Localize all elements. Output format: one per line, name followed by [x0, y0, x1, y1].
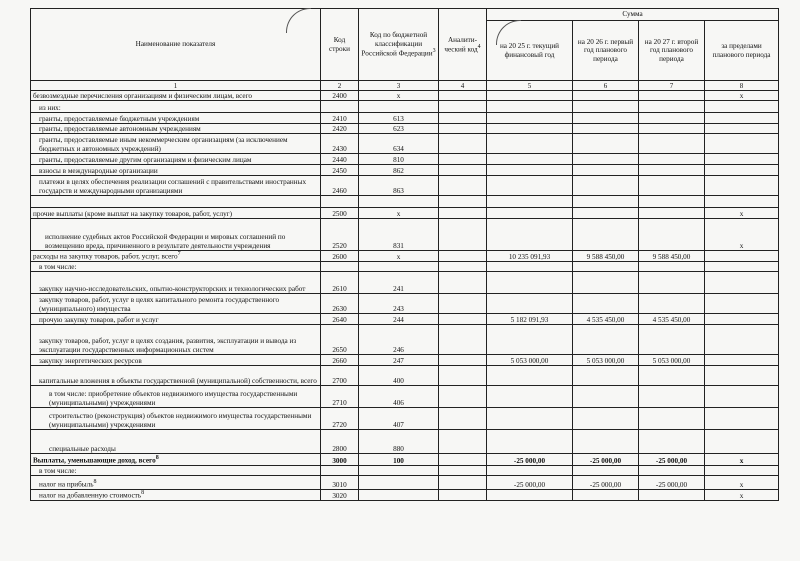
- row-code: 3000: [321, 454, 359, 466]
- row-sum-year-2: [573, 91, 639, 101]
- row-name: безвозмездные перечисления организациям и физическим лицам, всего: [31, 91, 321, 101]
- row-sum-year-3: [639, 430, 705, 454]
- row-analytic: [439, 272, 487, 294]
- row-sum-year-1: [487, 196, 573, 208]
- row-sum-year-1: [487, 219, 573, 251]
- row-sum-year-3: [639, 101, 705, 113]
- row-name: специальные расходы: [31, 430, 321, 454]
- row-sum-year-2: [573, 490, 639, 501]
- row-analytic: [439, 124, 487, 134]
- row-sum-year-3: [639, 154, 705, 165]
- row-sum-year-2: [573, 366, 639, 386]
- row-sum-year-1: [487, 408, 573, 430]
- row-kbk: 246: [359, 325, 439, 355]
- row-sum-year-2: -25 000,00: [573, 476, 639, 490]
- row-kbk: 634: [359, 134, 439, 154]
- row-sum-year-3: 4 535 450,00: [639, 314, 705, 325]
- row-sum-year-1: [487, 176, 573, 196]
- row-kbk: [359, 101, 439, 113]
- row-sum-year-2: [573, 134, 639, 154]
- col-number: 2: [321, 81, 359, 91]
- row-name: расходы на закупку товаров, работ, услуг, всего$^7$: [31, 251, 321, 262]
- row-sum-year-3: [639, 386, 705, 408]
- header-code-budget: Код по бюджетной классификации Российской Федерации$^3$: [359, 9, 439, 81]
- row-sum-year-1: [487, 208, 573, 219]
- row-sum-year-2: [573, 466, 639, 476]
- table-row: [31, 466, 779, 476]
- row-code: 2400: [321, 91, 359, 101]
- column-number-row: [31, 81, 779, 91]
- row-sum-year-4: [705, 176, 779, 196]
- col-number: 4: [439, 81, 487, 91]
- table-row: [31, 408, 779, 430]
- row-sum-year-2: [573, 165, 639, 176]
- row-sum-year-4: [705, 430, 779, 454]
- row-sum-year-4: [705, 154, 779, 165]
- row-kbk: x: [359, 91, 439, 101]
- row-kbk: 100: [359, 454, 439, 466]
- row-code: 2600: [321, 251, 359, 262]
- row-sum-year-1: [487, 490, 573, 501]
- table-row: [31, 176, 779, 196]
- row-name: платежи в целях обеспечения реализации соглашений с правительствами иностранных государств и международными организациями: [31, 176, 321, 196]
- header-code-row: Код строки: [321, 9, 359, 81]
- row-sum-year-3: [639, 262, 705, 272]
- table-row: [31, 262, 779, 272]
- table-row: [31, 165, 779, 176]
- col-number: 5: [487, 81, 573, 91]
- row-sum-year-4: x: [705, 454, 779, 466]
- row-analytic: [439, 165, 487, 176]
- row-name: строительство (реконструкция) объектов недвижимого имущества государственными (муниципальными) учреждениями: [31, 408, 321, 430]
- row-sum-year-4: x: [705, 219, 779, 251]
- row-sum-year-3: [639, 124, 705, 134]
- row-name: закупку научно-исследовательских, опытно-конструкторских и технологических работ: [31, 272, 321, 294]
- row-name: из них:: [31, 101, 321, 113]
- row-sum-year-3: 9 588 450,00: [639, 251, 705, 262]
- row-sum-year-4: [705, 113, 779, 124]
- row-analytic: [439, 314, 487, 325]
- row-code: 2410: [321, 113, 359, 124]
- row-name: в том числе: приобретение объектов недвижимого имущества государственными (муниципальными) учреждениями: [31, 386, 321, 408]
- row-name: взносы в международные организации: [31, 165, 321, 176]
- row-code: 2430: [321, 134, 359, 154]
- row-name: прочие выплаты (кроме выплат на закупку товаров, работ, услуг): [31, 208, 321, 219]
- row-sum-year-1: [487, 466, 573, 476]
- table-row: [31, 430, 779, 454]
- row-analytic: [439, 355, 487, 366]
- row-name: гранты, предоставляемые бюджетным учреждениям: [31, 113, 321, 124]
- row-sum-year-1: [487, 366, 573, 386]
- row-kbk: [359, 476, 439, 490]
- row-analytic: [439, 454, 487, 466]
- row-analytic: [439, 251, 487, 262]
- row-analytic: [439, 490, 487, 501]
- row-sum-year-3: [639, 208, 705, 219]
- table-row: [31, 101, 779, 113]
- table-row: [31, 294, 779, 314]
- row-sum-year-1: [487, 101, 573, 113]
- row-name: в том числе:: [31, 262, 321, 272]
- row-sum-year-1: [487, 165, 573, 176]
- row-analytic: [439, 196, 487, 208]
- row-sum-year-1: [487, 430, 573, 454]
- row-kbk: 862: [359, 165, 439, 176]
- header-name: Наименование показателя: [31, 9, 321, 81]
- table-row: [31, 325, 779, 355]
- row-sum-year-3: 5 053 000,00: [639, 355, 705, 366]
- row-sum-year-2: [573, 124, 639, 134]
- row-analytic: [439, 219, 487, 251]
- row-analytic: [439, 325, 487, 355]
- row-sum-year-2: [573, 262, 639, 272]
- row-sum-year-1: [487, 91, 573, 101]
- row-code: 2660: [321, 355, 359, 366]
- row-analytic: [439, 154, 487, 165]
- row-code: 3020: [321, 490, 359, 501]
- row-sum-year-4: [705, 124, 779, 134]
- row-analytic: [439, 466, 487, 476]
- row-code: 2720: [321, 408, 359, 430]
- header-sum: Сумма: [487, 9, 779, 21]
- row-sum-year-3: [639, 176, 705, 196]
- row-kbk: [359, 196, 439, 208]
- row-code: 2630: [321, 294, 359, 314]
- table-row: [31, 386, 779, 408]
- row-name: в том числе:: [31, 466, 321, 476]
- row-sum-year-2: 5 053 000,00: [573, 355, 639, 366]
- row-sum-year-2: [573, 196, 639, 208]
- table-row: [31, 219, 779, 251]
- table-row: [31, 154, 779, 165]
- row-analytic: [439, 262, 487, 272]
- table-row: [31, 196, 779, 208]
- row-sum-year-3: [639, 219, 705, 251]
- row-code: 2420: [321, 124, 359, 134]
- row-name: [31, 196, 321, 208]
- row-sum-year-4: x: [705, 208, 779, 219]
- row-sum-year-2: [573, 386, 639, 408]
- row-name: налог на добавленную стоимость$^8$: [31, 490, 321, 501]
- row-analytic: [439, 430, 487, 454]
- row-kbk: 810: [359, 154, 439, 165]
- row-code: 2610: [321, 272, 359, 294]
- row-sum-year-2: [573, 219, 639, 251]
- row-sum-year-3: [639, 325, 705, 355]
- table-row: [31, 134, 779, 154]
- row-code: 2520: [321, 219, 359, 251]
- row-analytic: [439, 134, 487, 154]
- row-sum-year-4: [705, 251, 779, 262]
- row-sum-year-4: [705, 134, 779, 154]
- table-row: [31, 355, 779, 366]
- row-sum-year-1: -25 000,00: [487, 454, 573, 466]
- row-code: [321, 466, 359, 476]
- row-analytic: [439, 476, 487, 490]
- table-row: [31, 208, 779, 219]
- row-code: 2650: [321, 325, 359, 355]
- row-sum-year-1: [487, 134, 573, 154]
- row-analytic: [439, 91, 487, 101]
- row-sum-year-2: 9 588 450,00: [573, 251, 639, 262]
- row-sum-year-4: [705, 355, 779, 366]
- row-code: 3010: [321, 476, 359, 490]
- row-sum-year-1: [487, 272, 573, 294]
- row-sum-year-3: [639, 408, 705, 430]
- row-sum-year-4: [705, 466, 779, 476]
- row-code: 2460: [321, 176, 359, 196]
- row-sum-year-4: [705, 262, 779, 272]
- col-number: 1: [31, 81, 321, 91]
- row-code: 2640: [321, 314, 359, 325]
- row-sum-year-4: [705, 294, 779, 314]
- row-sum-year-1: [487, 124, 573, 134]
- row-sum-year-2: [573, 208, 639, 219]
- row-sum-year-3: [639, 134, 705, 154]
- row-code: 2710: [321, 386, 359, 408]
- row-sum-year-4: [705, 272, 779, 294]
- row-kbk: 247: [359, 355, 439, 366]
- table-body: [31, 91, 779, 501]
- header-analytic: Аналити-ческий код$^4$: [439, 9, 487, 81]
- row-name: налог на прибыль$^8$: [31, 476, 321, 490]
- row-kbk: 407: [359, 408, 439, 430]
- row-name: Выплаты, уменьшающие доход, всего$^8$: [31, 454, 321, 466]
- row-analytic: [439, 113, 487, 124]
- row-name: исполнение судебных актов Российской Федерации и мировых соглашений по возмещению вреда, причиненного в результате деятельности учреждения: [31, 219, 321, 251]
- row-sum-year-1: [487, 386, 573, 408]
- row-name: капитальные вложения в объекты государственной (муниципальной) собственности, всего: [31, 366, 321, 386]
- row-sum-year-3: [639, 272, 705, 294]
- row-code: [321, 196, 359, 208]
- row-sum-year-2: [573, 408, 639, 430]
- table-row: [31, 490, 779, 501]
- row-sum-year-4: [705, 386, 779, 408]
- row-sum-year-4: [705, 366, 779, 386]
- table-row: [31, 272, 779, 294]
- row-kbk: [359, 262, 439, 272]
- row-kbk: 243: [359, 294, 439, 314]
- row-kbk: 880: [359, 430, 439, 454]
- row-kbk: 831: [359, 219, 439, 251]
- row-name: гранты, предоставляемые иным некоммерческим организациям (за исключением бюджетных и автономных учреждений): [31, 134, 321, 154]
- row-name: закупку товаров, работ, услуг в целях капитального ремонта государственного (муниципального) имущества: [31, 294, 321, 314]
- col-number: 3: [359, 81, 439, 91]
- row-sum-year-4: [705, 165, 779, 176]
- row-sum-year-3: [639, 466, 705, 476]
- row-sum-year-3: -25 000,00: [639, 454, 705, 466]
- row-sum-year-4: x: [705, 490, 779, 501]
- row-sum-year-2: [573, 294, 639, 314]
- table-row: [31, 251, 779, 262]
- table-row: [31, 476, 779, 490]
- row-sum-year-3: [639, 113, 705, 124]
- row-name: прочую закупку товаров, работ и услуг: [31, 314, 321, 325]
- row-code: [321, 101, 359, 113]
- plan-table: [30, 8, 779, 501]
- row-sum-year-2: [573, 101, 639, 113]
- table-row: [31, 366, 779, 386]
- row-kbk: x: [359, 208, 439, 219]
- row-kbk: 623: [359, 124, 439, 134]
- row-sum-year-1: 10 235 091,93: [487, 251, 573, 262]
- row-sum-year-2: [573, 325, 639, 355]
- row-sum-year-2: 4 535 450,00: [573, 314, 639, 325]
- row-sum-year-3: [639, 366, 705, 386]
- row-kbk: 613: [359, 113, 439, 124]
- row-sum-year-1: [487, 262, 573, 272]
- row-sum-year-4: [705, 325, 779, 355]
- row-sum-year-2: -25 000,00: [573, 454, 639, 466]
- row-sum-year-3: [639, 196, 705, 208]
- row-sum-year-2: [573, 154, 639, 165]
- row-analytic: [439, 208, 487, 219]
- row-sum-year-3: [639, 91, 705, 101]
- header-year-1: на 20 25 г. текущий финансовый год: [487, 21, 573, 81]
- row-analytic: [439, 101, 487, 113]
- col-number: 8: [705, 81, 779, 91]
- col-number: 6: [573, 81, 639, 91]
- row-kbk: 406: [359, 386, 439, 408]
- row-sum-year-4: x: [705, 91, 779, 101]
- row-code: 2440: [321, 154, 359, 165]
- header-year-3: на 20 27 г. второй год планового периода: [639, 21, 705, 81]
- table-row: [31, 91, 779, 101]
- row-sum-year-1: [487, 294, 573, 314]
- row-analytic: [439, 176, 487, 196]
- row-sum-year-3: [639, 294, 705, 314]
- row-code: 2800: [321, 430, 359, 454]
- row-sum-year-4: [705, 196, 779, 208]
- row-code: [321, 262, 359, 272]
- row-sum-year-2: [573, 272, 639, 294]
- row-kbk: [359, 466, 439, 476]
- row-sum-year-2: [573, 176, 639, 196]
- row-sum-year-3: [639, 165, 705, 176]
- row-sum-year-4: [705, 408, 779, 430]
- table-row: [31, 113, 779, 124]
- row-sum-year-2: [573, 113, 639, 124]
- table-row: [31, 454, 779, 466]
- row-sum-year-4: [705, 101, 779, 113]
- row-name: гранты, предоставляемые автономным учреждениям: [31, 124, 321, 134]
- row-code: 2700: [321, 366, 359, 386]
- row-analytic: [439, 386, 487, 408]
- row-sum-year-1: [487, 325, 573, 355]
- header-year-2: на 20 26 г. первый год планового периода: [573, 21, 639, 81]
- row-kbk: x: [359, 251, 439, 262]
- row-kbk: 863: [359, 176, 439, 196]
- row-sum-year-2: [573, 430, 639, 454]
- row-sum-year-1: 5 053 000,00: [487, 355, 573, 366]
- row-sum-year-3: [639, 490, 705, 501]
- row-sum-year-4: x: [705, 476, 779, 490]
- row-analytic: [439, 408, 487, 430]
- table-row: [31, 124, 779, 134]
- row-name: гранты, предоставляемые другим организациям и физическим лицам: [31, 154, 321, 165]
- col-number: 7: [639, 81, 705, 91]
- row-sum-year-1: -25 000,00: [487, 476, 573, 490]
- row-sum-year-1: [487, 113, 573, 124]
- row-code: 2450: [321, 165, 359, 176]
- row-code: 2500: [321, 208, 359, 219]
- table-row: [31, 314, 779, 325]
- row-name: закупку энергетических ресурсов: [31, 355, 321, 366]
- row-name: закупку товаров, работ, услуг в целях создания, развития, эксплуатации и вывода из эксплуатации государственных информационных систем: [31, 325, 321, 355]
- row-analytic: [439, 294, 487, 314]
- row-kbk: [359, 490, 439, 501]
- row-sum-year-4: [705, 314, 779, 325]
- row-kbk: 244: [359, 314, 439, 325]
- row-sum-year-3: -25 000,00: [639, 476, 705, 490]
- row-sum-year-1: [487, 154, 573, 165]
- row-kbk: 400: [359, 366, 439, 386]
- header-year-4: за пределами планового периода: [705, 21, 779, 81]
- row-sum-year-1: 5 182 091,93: [487, 314, 573, 325]
- row-kbk: 241: [359, 272, 439, 294]
- row-analytic: [439, 366, 487, 386]
